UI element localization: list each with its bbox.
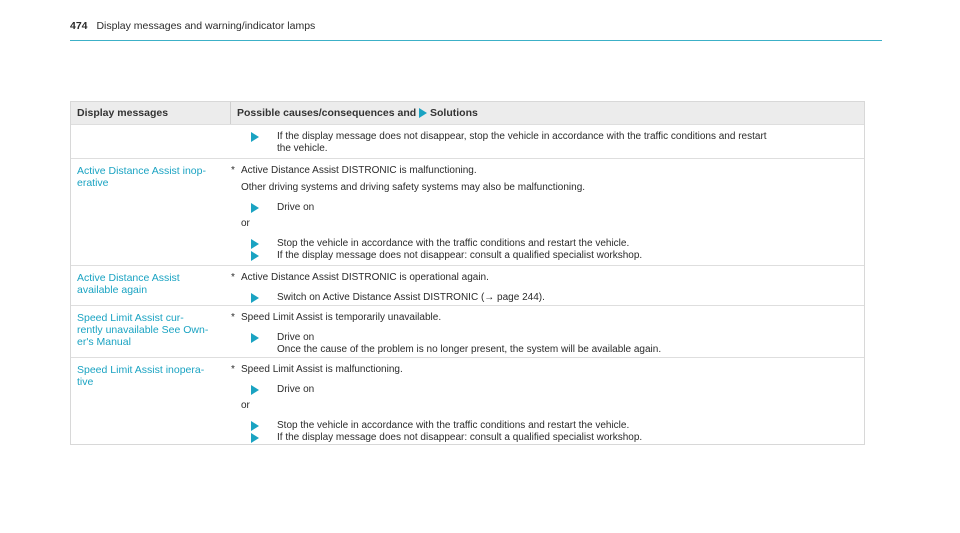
solution-step: If the display message does not disappear: consult a qualified specialist workshop. (251, 432, 856, 444)
cause-text: Speed Limit Assist is temporarily unavailable. (241, 312, 442, 323)
table-header (71, 102, 864, 124)
solution-step: Switch on Active Distance Assist DISTRONIC (→ page 244). (251, 292, 856, 304)
table-row: Speed Limit Assist cur- rently unavailable See Own- er's Manual * Speed Limit Assist is temporarily unavailable. Drive on Once the cause of the problem is no longer present, the system will be available again. (71, 305, 864, 357)
col-display-messages-header: Display messages (71, 102, 231, 124)
cause-text: Active Distance Assist DISTRONIC is operational again. (241, 272, 489, 283)
solution-step: Drive on (251, 202, 856, 214)
solution-step: Drive on Once the cause of the problem is no longer present, the system will be available again. (251, 332, 856, 356)
solution-arrow-icon (251, 251, 259, 261)
solution-arrow-icon (251, 421, 259, 431)
page-title: Display messages and warning/indicator lamps (96, 20, 316, 32)
col-causes-header-text: Possible causes/consequences and (237, 107, 417, 119)
solution-step: Stop the vehicle in accordance with the traffic conditions and restart the vehicle. (251, 420, 856, 432)
page-number: 474 (70, 20, 88, 32)
table-row: Active Distance Assist inop- erative * Active Distance Assist DISTRONIC is malfunctioning. Other driving systems and driving safety systems may also be malfunctioning. Drive on or Stop the vehicle in accordance with the traffic conditions and restart the vehicle. If the display message does not disappear: consult a qualified specialist workshop. (71, 158, 864, 265)
message-label: Speed Limit Assist cur- rently unavailable See Own- er's Manual (77, 312, 209, 348)
table-row: Speed Limit Assist inopera- tive * Speed Limit Assist is malfunctioning. Drive on or Stop the vehicle in accordance with the traffic conditions and restart the vehicle. If the display message does not disappear: consult a qualified specialist workshop. (71, 357, 864, 444)
display-messages-table (70, 101, 865, 445)
table-row: Active Distance Assist available again * Active Distance Assist DISTRONIC is operational again. Switch on Active Distance Assist DISTRONIC (→ page 244). (71, 265, 864, 305)
solution-step: Drive on (251, 384, 856, 396)
message-label: Speed Limit Assist inopera- tive (77, 364, 205, 388)
col-solutions-header-text: Solutions (430, 107, 478, 119)
message-label: Active Distance Assist inop- erative (77, 165, 206, 189)
solution-arrow-icon (251, 433, 259, 443)
solution-arrow-icon (251, 239, 259, 249)
solution-step: If the display message does not disappear, stop the vehicle in accordance with the traffic conditions and restart the vehicle. (251, 131, 856, 155)
solution-arrow-icon (251, 385, 259, 395)
cause-text: Other driving systems and driving safety systems may also be malfunctioning. (241, 182, 586, 193)
solution-arrow-icon (419, 108, 427, 118)
solution-arrow-icon (251, 293, 259, 303)
cause-text: Speed Limit Assist is malfunctioning. (241, 364, 403, 375)
solution-arrow-icon (251, 132, 259, 142)
page-header (70, 20, 882, 41)
message-label: Active Distance Assist available again (77, 272, 180, 296)
cause-text: Active Distance Assist DISTRONIC is malfunctioning. (241, 165, 477, 176)
table-row (71, 124, 864, 158)
solution-step: Stop the vehicle in accordance with the traffic conditions and restart the vehicle. (251, 238, 856, 250)
solution-arrow-icon (251, 203, 259, 213)
col-causes-header (231, 102, 864, 124)
solution-arrow-icon (251, 333, 259, 343)
solution-step: If the display message does not disappear: consult a qualified specialist workshop. (251, 250, 856, 262)
